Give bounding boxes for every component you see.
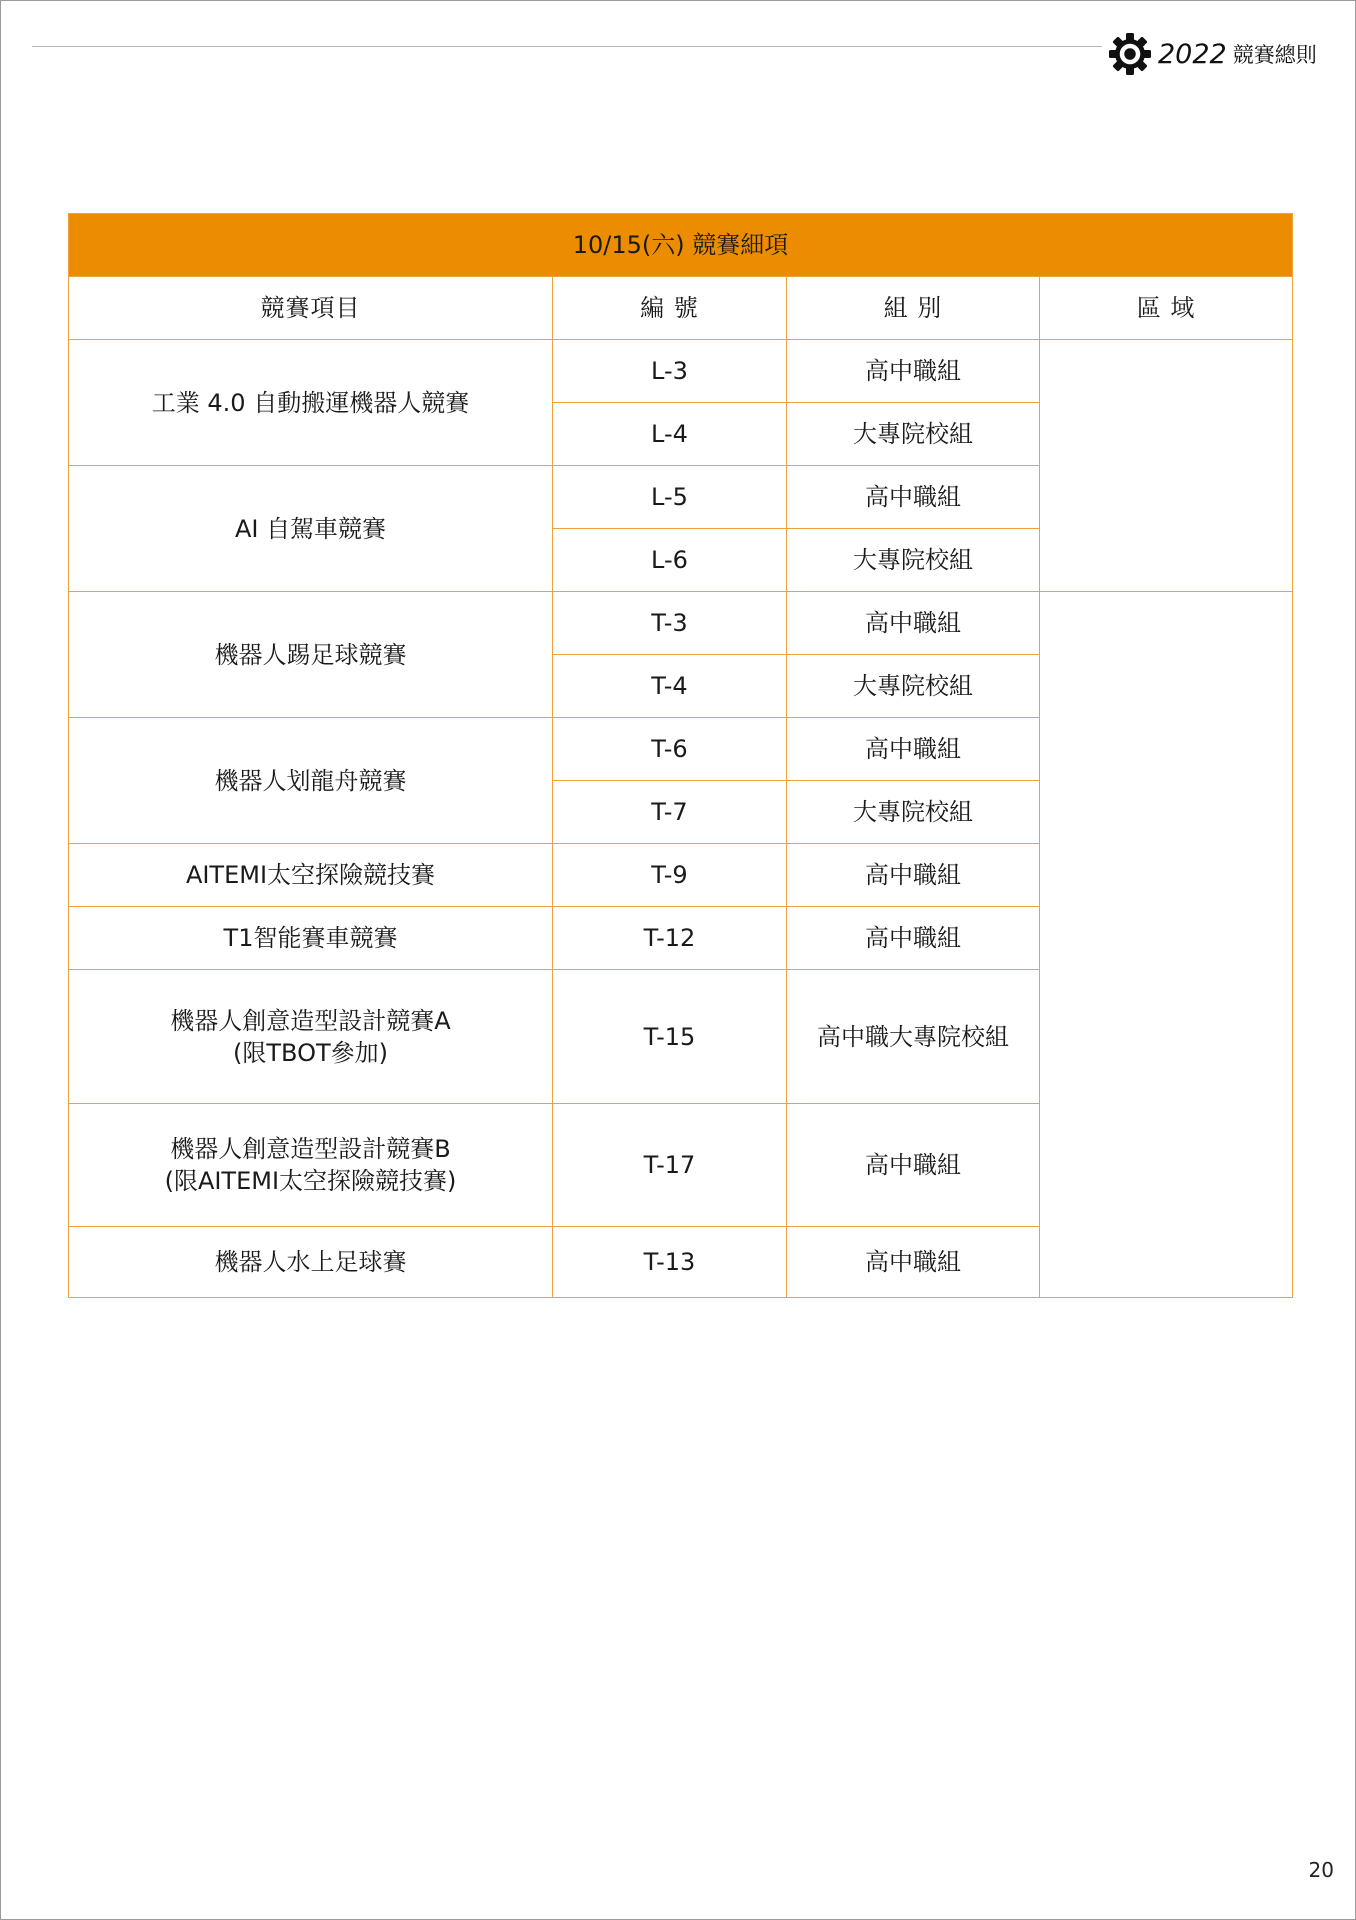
header-rule [32,46,1102,47]
event-name: 機器人水上足球賽 [69,1227,553,1298]
header-area: 區 域 [1040,277,1293,340]
page-header [1108,34,1317,74]
table-title: 10/15(六) 競賽細項 [69,214,1293,277]
event-code: T-4 [553,655,787,718]
area-cell [1040,592,1293,1298]
event-name-line: 機器人創意造型設計競賽A [170,1006,451,1035]
event-code: T-17 [553,1104,787,1227]
page-number: 20 [1308,1858,1334,1882]
table-title-row [69,214,1293,277]
event-code: T-3 [553,592,787,655]
event-group: 高中職組 [787,1227,1040,1298]
header-code: 編 號 [553,277,787,340]
event-group: 高中職組 [787,844,1040,907]
event-name [69,1104,553,1227]
header-event: 競賽項目 [69,277,553,340]
event-name: 機器人踢足球競賽 [69,592,553,718]
event-code: T-7 [553,781,787,844]
event-name-note: (限TBOT參加) [233,1038,388,1067]
header-title: 競賽總則 [1232,43,1317,67]
event-name: AI 自駕車競賽 [69,466,553,592]
event-group: 高中職組 [787,466,1040,529]
event-group: 大專院校組 [787,529,1040,592]
header-year: 2022 [1158,38,1227,70]
event-code: T-15 [553,970,787,1104]
gear-icon [1108,32,1152,76]
competition-schedule-table [68,213,1293,1298]
event-group: 大專院校組 [787,403,1040,466]
event-name: AITEMI太空探險競技賽 [69,844,553,907]
event-name: 工業 4.0 自動搬運機器人競賽 [69,340,553,466]
event-name: T1智能賽車競賽 [69,907,553,970]
event-group: 高中職組 [787,1104,1040,1227]
event-group: 高中職組 [787,907,1040,970]
event-name-note: (限AITEMI太空探險競技賽) [164,1167,457,1195]
event-code: T-13 [553,1227,787,1298]
event-group: 高中職大專院校組 [787,970,1040,1104]
event-group: 高中職組 [787,718,1040,781]
event-name: 機器人划龍舟競賽 [69,718,553,844]
area-cell [1040,340,1293,592]
event-group: 高中職組 [787,340,1040,403]
event-group: 大專院校組 [787,781,1040,844]
event-code: L-3 [553,340,787,403]
event-name [69,970,553,1104]
event-code: T-9 [553,844,787,907]
event-name-line: 機器人創意造型設計競賽B [170,1135,451,1163]
event-code: L-4 [553,403,787,466]
header-group: 組 別 [787,277,1040,340]
table-row [69,592,1293,655]
event-group: 大專院校組 [787,655,1040,718]
event-group: 高中職組 [787,592,1040,655]
table-header-row [69,277,1293,340]
event-code: T-12 [553,907,787,970]
event-code: L-6 [553,529,787,592]
event-code: T-6 [553,718,787,781]
table-row [69,340,1293,403]
event-code: L-5 [553,466,787,529]
